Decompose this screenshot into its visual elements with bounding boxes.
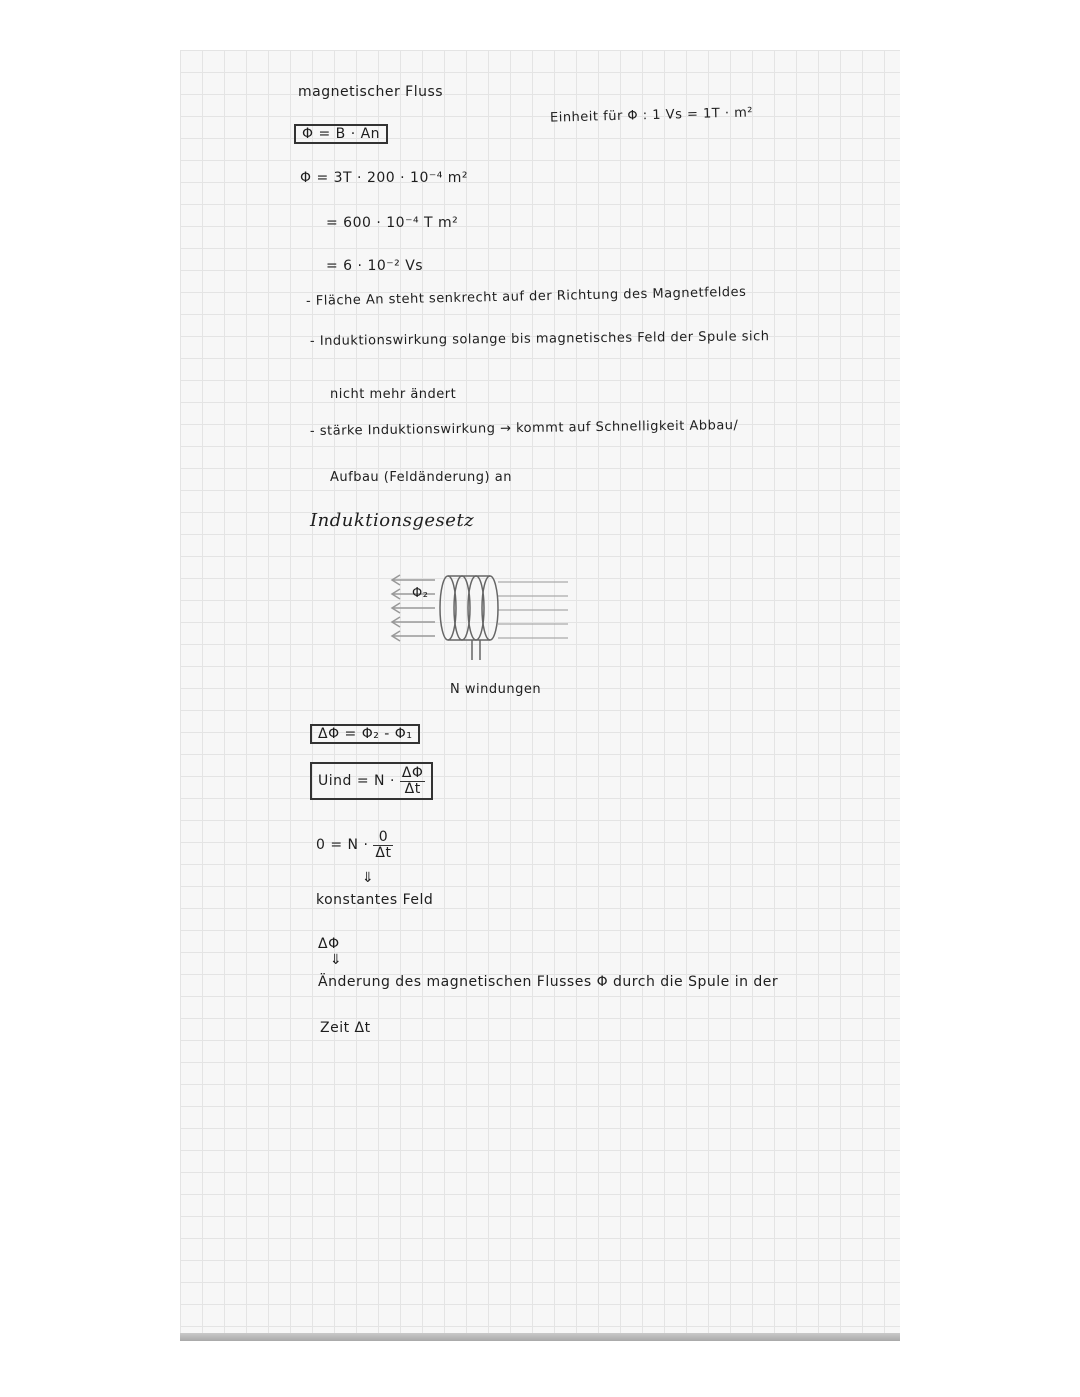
bullet-induction-duration: - Induktionswirkung solange bis magnetisches Feld der Spule sich [309,329,770,349]
coil-diagram [380,560,580,670]
change-of-flux-note: Änderung des magnetischen Flusses Φ durch die Spule in der [318,974,779,990]
delta-phi-label: ΔΦ [318,936,340,952]
down-arrow-1: ⇓ [362,870,375,886]
time-note: Zeit Δt [320,1020,371,1036]
heading-magnetic-flux: magnetischer Fluss [298,84,444,100]
zero-eq-fraction [373,830,393,860]
uind-lhs: Uind = N · [318,773,395,790]
bullet-induction-duration-cont: nicht mehr ändert [330,387,457,402]
zero-equation [316,830,393,860]
induction-law-box [310,762,433,800]
zero-eq-denominator: Δt [375,844,392,861]
zero-eq-numerator: 0 [373,830,393,846]
bullet-area-perpendicular: - Fläche An steht senkrecht auf der Richtung des Magnetfeldes [305,284,747,309]
delta-flux-box: ΔΦ = Φ₂ - Φ₁ [310,724,420,744]
field-lines-right [498,582,568,638]
coil-windings-label: N windungen [450,682,542,697]
uind-numerator: ΔΦ [401,765,424,781]
flux-label: Φ₂ [412,586,429,601]
section-title-induction-law: Induktionsgesetz [310,510,475,531]
down-arrow-2: ⇓ [330,952,343,968]
page-bottom-edge [180,1333,900,1341]
zero-eq-lhs: 0 = N · [316,837,369,854]
constant-field-note: konstantes Feld [316,892,434,908]
bullet-induction-strength-cont: Aufbau (Feldänderung) an [330,470,512,485]
uind-fraction [400,766,426,796]
unit-note: Einheit für Φ : 1 Vs = 1T · m² [549,105,754,126]
calc-line-2: = 600 · 10⁻⁴ T m² [326,215,459,231]
formula-flux-box: Φ = B · An [294,124,388,144]
coil-windings [440,576,498,660]
bullet-induction-strength: - stärke Induktionswirkung → kommt auf Schnelligkeit Abbau/ [309,418,739,439]
calc-line-3: = 6 · 10⁻² Vs [326,258,424,274]
calc-line-1: Φ = 3T · 200 · 10⁻⁴ m² [300,170,469,186]
field-arrows [392,575,435,641]
uind-denominator: Δt [404,780,421,797]
